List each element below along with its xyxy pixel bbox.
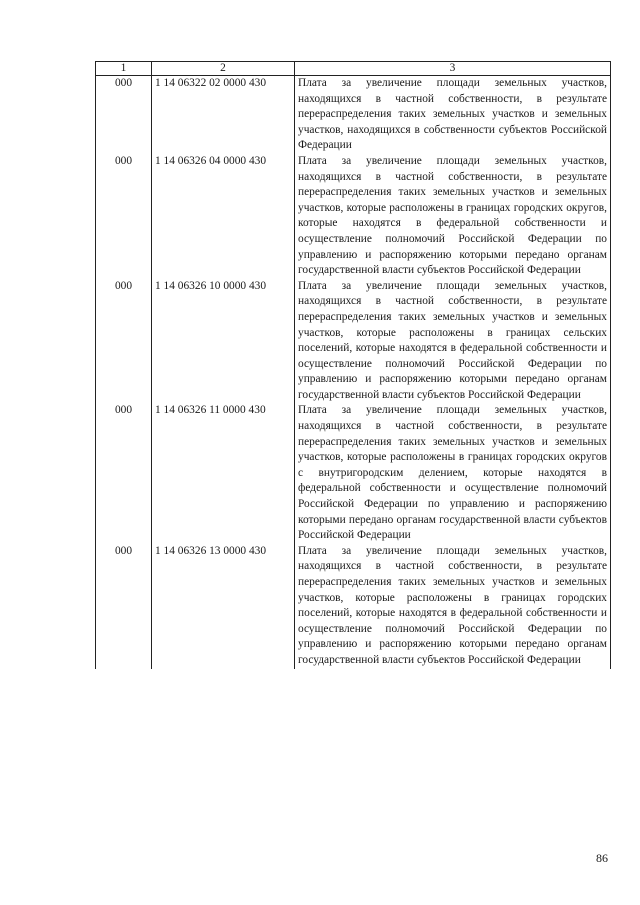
kbk-code-cell: 1 14 06326 10 0000 430 — [152, 279, 295, 404]
admin-code-cell: 000 — [96, 403, 152, 543]
column-header-3: 3 — [295, 62, 611, 76]
description-cell: Плата за увеличение площади земельных участков, находящихся в частной собственности, в результате перераспределения таких земельных участков и земельных участков, которые расположены в границах городских округов с внутригородским делением, которые находятся в федеральной собственности и осуществление полномочий Российской Федерации по управлению и распоряжению которыми передано органам государственной власти субъектов Российской Федерации — [295, 403, 611, 543]
description-cell: Плата за увеличение площади земельных участков, находящихся в частной собственности, в результате перераспределения таких земельных участков и земельных участков, которые расположены в границах городских поселений, которые находятся в федеральной собственности и осуществление полномочий Российской Федерации по управлению и распоряжению которыми передано органам государственной власти субъектов Российской Федерации — [295, 544, 611, 669]
column-header-2: 2 — [152, 62, 295, 76]
table-row — [96, 403, 611, 543]
description-cell: Плата за увеличение площади земельных участков, находящихся в частной собственности, в результате перераспределения таких земельных участков и земельных участков, которые расположены в границах городских округов, которые находятся в федеральной собственности и осуществление полномочий Российской Федерации по управлению и распоряжению которыми передано органам государственной власти субъектов Российской Федерации — [295, 154, 611, 279]
page-number: 86 — [596, 851, 608, 865]
admin-code-cell: 000 — [96, 154, 152, 279]
column-header-1: 1 — [96, 62, 152, 76]
admin-code-cell: 000 — [96, 76, 152, 154]
table-row — [96, 279, 611, 404]
description-cell: Плата за увеличение площади земельных участков, находящихся в частной собственности, в результате перераспределения таких земельных участков и земельных участков, которые расположены в границах сельских поселений, которые находятся в федеральной собственности и осуществление полномочий Российской Федерации по управлению и распоряжению которыми передано органам государственной власти субъектов Российской Федерации — [295, 279, 611, 404]
admin-code-cell: 000 — [96, 544, 152, 669]
kbk-code-cell: 1 14 06322 02 0000 430 — [152, 76, 295, 154]
table-row — [96, 544, 611, 669]
kbk-code-cell: 1 14 06326 11 0000 430 — [152, 403, 295, 543]
kbk-code-cell: 1 14 06326 04 0000 430 — [152, 154, 295, 279]
budget-classification-table — [95, 61, 611, 669]
description-cell: Плата за увеличение площади земельных участков, находящихся в частной собственности, в результате перераспределения таких земельных участков и земельных участков, находящихся в собственности субъектов Российской Федерации — [295, 76, 611, 154]
kbk-code-cell: 1 14 06326 13 0000 430 — [152, 544, 295, 669]
admin-code-cell: 000 — [96, 279, 152, 404]
table-row — [96, 76, 611, 154]
table-header-row — [96, 62, 611, 76]
table-row — [96, 154, 611, 279]
